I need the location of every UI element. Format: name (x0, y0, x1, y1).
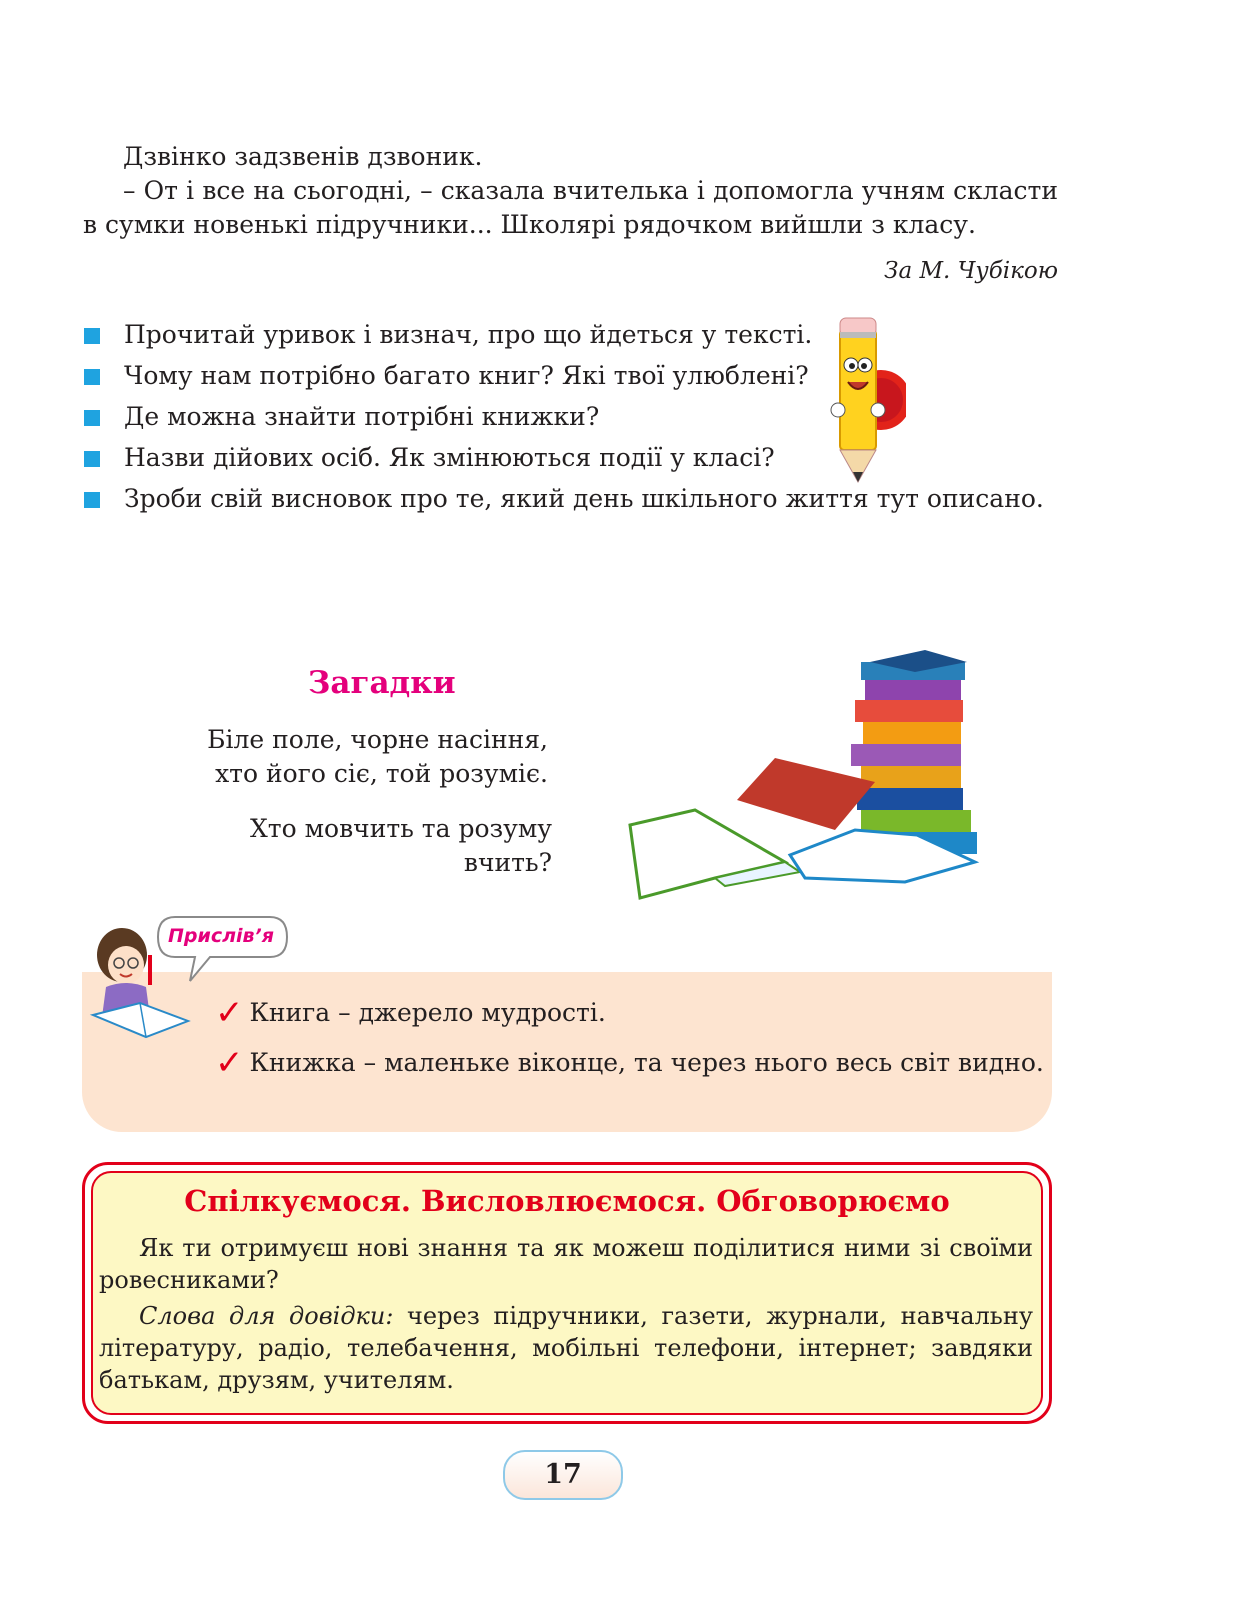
book-stack-illustration (625, 650, 1010, 905)
riddle-2 (160, 812, 552, 880)
story-line-1: Дзвінко задзвенів дзвоник. (123, 142, 483, 171)
proverbs-label: Прислів’я (168, 925, 274, 947)
square-bullet-icon (84, 328, 100, 344)
square-bullet-icon (84, 492, 100, 508)
hint-label: Слова для довідки: (139, 1302, 394, 1330)
discussion-body (99, 1232, 1033, 1400)
square-bullet-icon (84, 410, 100, 426)
story-text (83, 140, 1058, 242)
proverb-item: ✓ Книжка – маленьке віконце, та через нього весь світ видно. (215, 1043, 1044, 1083)
check-mark-icon: ✓ (215, 993, 244, 1033)
question-item: Назви дійових осіб. Як змінюються події у класі? (84, 441, 1044, 482)
square-bullet-icon (84, 451, 100, 467)
hint-text: через підручники, газети, журнали, навчальну літературу, радіо, телебачення, мобільні телефони, інтернет; завдяки батькам, друзям, учителям. (99, 1302, 1033, 1394)
question-item: Де можна знайти потрібні книжки? (84, 400, 1044, 441)
discussion-question: Як ти отримуєш нові знання та як можеш поділитися ними зі своїми ровесниками? (99, 1234, 1033, 1294)
question-item: Чому нам потрібно багато книг? Які твої улюблені? (84, 359, 1044, 400)
page-number: 17 (503, 1450, 623, 1500)
story-author: За М. Чубікою (884, 258, 1058, 284)
question-item: Прочитай уривок і визнач, про що йдеться у тексті. (84, 318, 1044, 359)
riddle-1-line-2: хто його сіє, той розуміє. (215, 759, 548, 788)
question-item: Зроби свій висновок про те, який день шкільного життя тут описано. (84, 482, 1044, 523)
discussion-hint (99, 1300, 1033, 1396)
square-bullet-icon (84, 369, 100, 385)
proverb-item: ✓ Книга – джерело мудрості. (215, 993, 606, 1033)
discussion-title: Спілкуємося. Висловлюємося. Обговорюємо (184, 1184, 950, 1218)
pencil-mascot-illustration (826, 310, 906, 485)
riddle-2-line: Хто мовчить та розуму вчить? (249, 814, 552, 877)
riddles-title: Загадки (308, 665, 456, 701)
story-line-2: – От і все на сьогодні, – сказала вчителька і допомогла учням скласти в сумки новенькі підручники... Школярі рядочком вийшли з класу. (83, 176, 1058, 239)
riddle-1 (200, 723, 548, 791)
check-mark-icon: ✓ (215, 1043, 244, 1083)
riddle-1-line-1: Біле поле, чорне насіння, (207, 725, 548, 754)
